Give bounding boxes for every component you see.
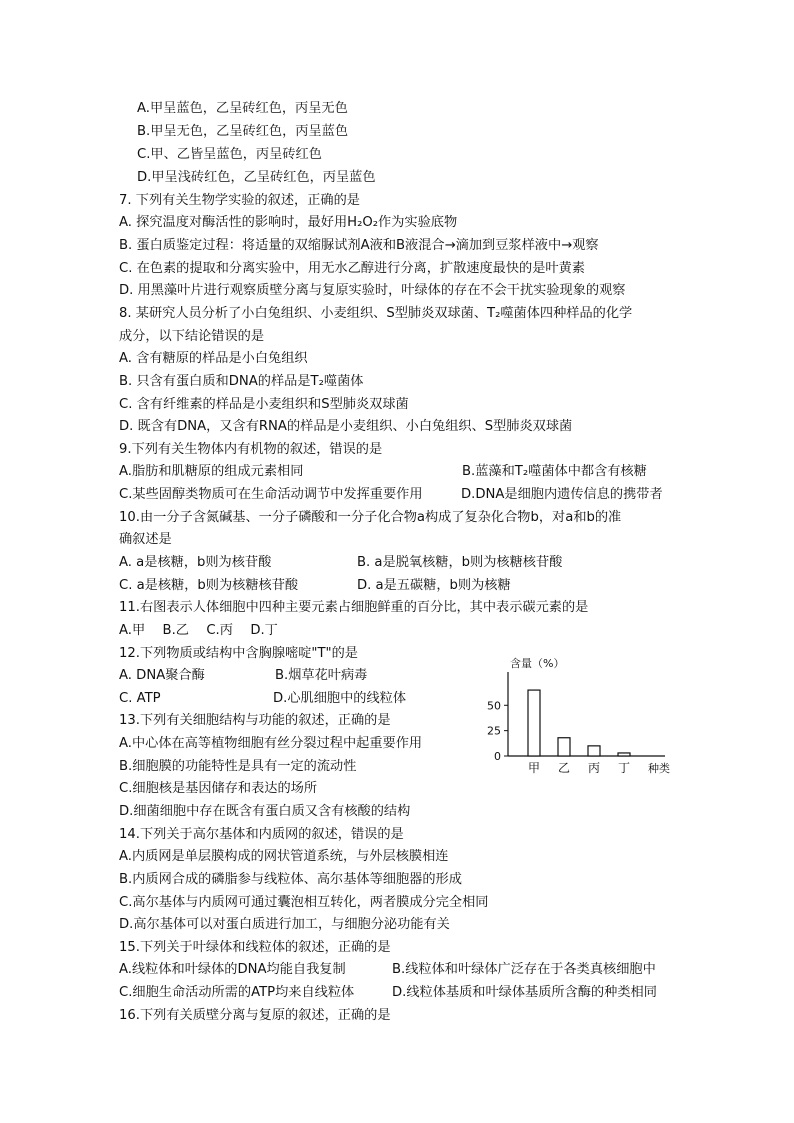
text-line: D.DNA是细胞内遗传信息的携带者 [461,487,663,502]
text-line: D. a是五碳糖，b则为核糖 [357,578,511,593]
text-line: A.线粒体和叶绿体的DNA均能自我复制 [119,962,346,977]
text-line: B.甲呈无色，乙呈砖红色，丙呈蓝色 [137,124,349,139]
category-label: 丁 [617,761,631,775]
question-stem: 12.下列物质或结构中含胸腺嘧啶"T"的是 [119,646,358,661]
text-line: A. 含有糖原的样品是小白兔组织 [119,351,308,366]
text-line: A.甲 B.乙 C.丙 D.丁 [119,623,278,638]
category-label: 甲 [527,761,541,775]
text-line: C. a是核糖，b则为核糖核苷酸 [119,578,299,593]
bar [528,690,540,756]
text-line: B. 蛋白质鉴定过程：将适量的双缩脲试剂A液和B液混合→滴加到豆浆样液中→观察 [119,238,599,253]
question-stem: 8. 某研究人员分析了小白兔组织、小麦组织、S型肺炎双球菌、T₂噬菌体四种样品的化学 [119,306,633,321]
bar [588,746,600,756]
text-line: D. 用黑藻叶片进行观察质壁分离与复原实验时，叶绿体的存在不会干扰实验现象的观察 [119,283,626,298]
text-line: A. DNA聚合酶 [119,668,205,683]
text-line: A.中心体在高等植物细胞有丝分裂过程中起重要作用 [119,736,423,751]
text-line: A.内质网是单层膜构成的网状管道系统，与外层核膜相连 [119,849,449,864]
y-tick-label: 50 [487,699,501,713]
text-line: B.蓝藻和T₂噬菌体中都含有核糖 [462,464,647,479]
text-line: C.细胞核是基因储存和表达的场所 [119,781,318,796]
text-line: B.细胞膜的功能特性是具有一定的流动性 [119,759,357,774]
text-line: 确叙述是 [119,532,172,547]
category-label: 乙 [557,761,571,775]
question-stem: 15.下列关于叶绿体和线粒体的叙述，正确的是 [119,940,391,955]
text-line: C.细胞生命活动所需的ATP均来自线粒体 [119,985,355,1000]
text-line: C.甲、乙皆呈蓝色，丙呈砖红色 [137,147,322,162]
text-line: C.某些固醇类物质可在生命活动调节中发挥重要作用 [119,487,423,502]
text-line: B. 只含有蛋白质和DNA的样品是T₂噬菌体 [119,374,364,389]
text-line: B.内质网合成的磷脂参与线粒体、高尔基体等细胞器的形成 [119,872,462,887]
text-line: D.细菌细胞中存在既含有蛋白质又含有核酸的结构 [119,804,411,819]
text-line: 成分，以下结论错误的是 [119,329,265,344]
text-line: C. 在色素的提取和分离实验中，用无水乙醇进行分离，扩散速度最快的是叶黄素 [119,261,585,276]
text-line: B. a是脱氧核糖，b则为核糖核苷酸 [357,555,563,570]
question-stem: 7. 下列有关生物学实验的叙述，正确的是 [119,193,360,208]
text-line: A. 探究温度对酶活性的影响时，最好用H₂O₂作为实验底物 [119,215,458,230]
category-label: 丙 [587,761,601,775]
text-line: A.甲呈蓝色，乙呈砖红色，丙呈无色 [137,101,348,116]
question-stem: 10.由一分子含氮碱基、一分子磷酸和一分子化合物a构成了复杂化合物b，对a和b的准 [119,510,622,525]
question-stem: 14.下列关于高尔基体和内质网的叙述，错误的是 [119,827,404,842]
y-axis-label: 含量（%） [510,657,565,670]
text-line: A.脂肪和肌糖原的组成元素相同 [119,464,304,479]
text-line: C. 含有纤维素的样品是小麦组织和S型肺炎双球菌 [119,397,409,412]
question-stem: 16.下列有关质壁分离与复原的叙述，正确的是 [119,1008,391,1023]
text-line: D.心肌细胞中的线粒体 [273,691,407,706]
text-line: C.高尔基体与内质网可通过囊泡相互转化，两者膜成分完全相同 [119,895,489,910]
text-line: B.烟草花叶病毒 [275,668,368,683]
element-content-bar-chart [470,650,680,780]
text-line: B.线粒体和叶绿体广泛存在于各类真核细胞中 [392,962,656,977]
question-stem: 9.下列有关生物体内有机物的叙述，错误的是 [119,442,383,457]
y-tick-label: 0 [494,750,501,763]
x-axis-label: 种类 [648,762,670,775]
text-line: D. 既含有DNA，又含有RNA的样品是小麦组织、小白兔组织、S型肺炎双球菌 [119,419,573,434]
text-line: D.线粒体基质和叶绿体基质所含酶的种类相同 [392,985,657,1000]
bar [618,753,630,756]
y-tick-label: 25 [487,724,501,738]
text-line: C. ATP [119,691,161,706]
question-stem: 13.下列有关细胞结构与功能的叙述，正确的是 [119,713,391,728]
question-stem: 11.右图表示人体细胞中四种主要元素占细胞鲜重的百分比，其中表示碳元素的是 [119,600,589,615]
text-line: D.高尔基体可以对蛋白质进行加工，与细胞分泌功能有关 [119,917,450,932]
text-line: A. a是核糖，b则为核苷酸 [119,555,272,570]
bar [558,738,570,756]
text-line: D.甲呈浅砖红色，乙呈砖红色，丙呈蓝色 [137,170,376,185]
